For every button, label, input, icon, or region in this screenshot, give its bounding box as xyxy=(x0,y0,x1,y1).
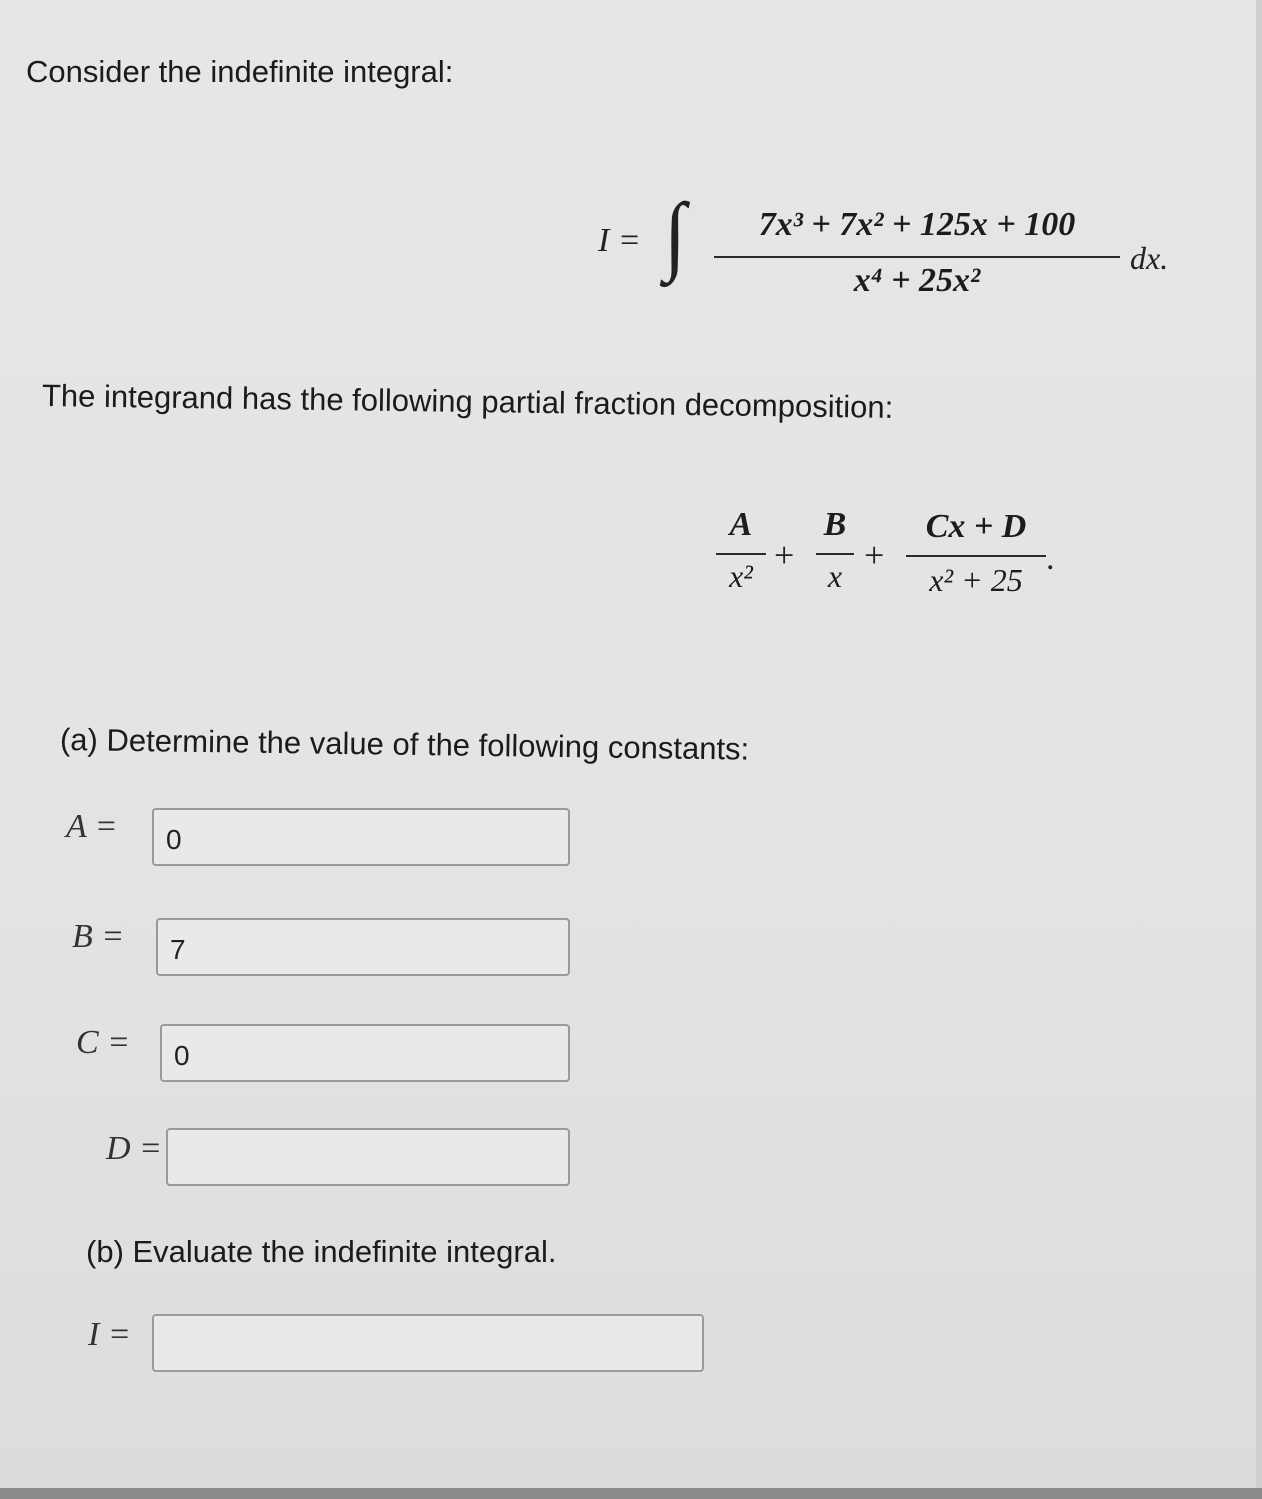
integral-sign: ∫ xyxy=(664,186,686,284)
label-d: D = xyxy=(106,1130,162,1167)
part-b-prompt: (b) Evaluate the indefinite integral. xyxy=(86,1234,557,1269)
label-c: C = xyxy=(76,1024,131,1061)
term-a-numerator: A xyxy=(729,506,753,543)
input-a[interactable]: 0 xyxy=(152,808,570,866)
integral-lhs: I = xyxy=(598,222,641,259)
input-i[interactable] xyxy=(152,1314,704,1372)
term-a-denominator: x² xyxy=(729,558,753,594)
input-b[interactable]: 7 xyxy=(156,918,570,976)
fraction-bar xyxy=(906,555,1046,557)
part-a-prompt: (a) Determine the value of the following constants: xyxy=(59,722,750,767)
integrand-fraction xyxy=(714,196,1120,308)
label-i: I = xyxy=(88,1316,131,1353)
intro-text: Consider the indefinite integral: xyxy=(26,54,454,89)
term-b-fraction xyxy=(816,506,854,606)
decomposition-text: The integrand has the following partial fraction decomposition: xyxy=(41,378,894,425)
term-a-fraction xyxy=(716,506,766,606)
integral-dx: dx. xyxy=(1130,240,1169,276)
label-b: B = xyxy=(72,918,125,955)
fraction-bar xyxy=(716,553,766,555)
integrand-denominator: x⁴ + 25x² xyxy=(853,262,981,299)
fraction-bar xyxy=(714,256,1120,258)
fraction-bar xyxy=(816,553,854,555)
screen-bezel xyxy=(0,1488,1262,1499)
plus-sign: + xyxy=(774,535,795,575)
period: . xyxy=(1046,540,1055,577)
term-c-fraction xyxy=(906,508,1046,608)
integrand-numerator: 7x³ + 7x² + 125x + 100 xyxy=(758,206,1076,243)
screen-edge xyxy=(1256,0,1262,1499)
term-b-numerator: B xyxy=(823,506,847,543)
input-d[interactable] xyxy=(166,1128,570,1186)
term-c-denominator: x² + 25 xyxy=(929,562,1023,598)
plus-sign: + xyxy=(864,535,885,575)
term-b-denominator: x xyxy=(827,558,843,594)
input-c[interactable]: 0 xyxy=(160,1024,570,1082)
label-a: A = xyxy=(66,808,118,845)
term-c-numerator: Cx + D xyxy=(925,508,1027,545)
